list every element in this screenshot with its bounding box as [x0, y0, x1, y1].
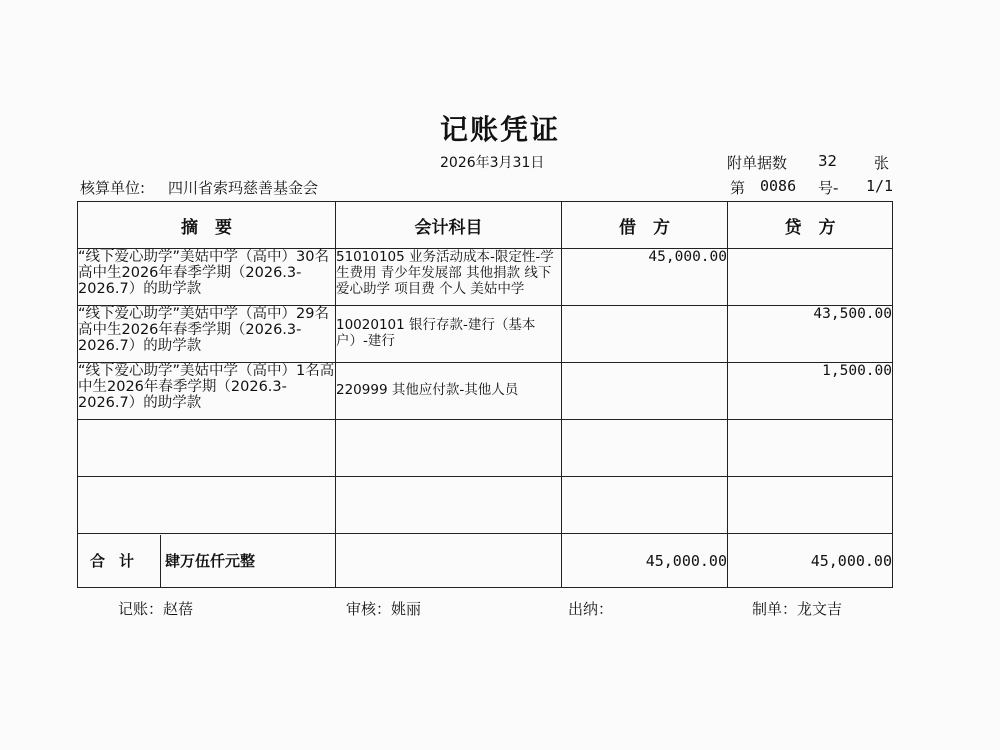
accounting-unit-value: 四川省索玛慈善基金会: [168, 179, 319, 197]
reviewer-signature: 审核：姚丽: [346, 600, 422, 618]
row-summary: [78, 420, 336, 477]
row-account: [336, 477, 562, 534]
row-credit: [728, 420, 893, 477]
table-header-row: [78, 202, 893, 249]
voucher-page-number: 1/1: [866, 177, 894, 195]
table-row: [78, 477, 893, 534]
voucher-no-value: 0086: [760, 177, 797, 195]
row-account: [336, 420, 562, 477]
row-credit: 1,500.00: [728, 363, 893, 420]
row-summary: [78, 477, 336, 534]
header-debit: 借 方: [562, 202, 728, 249]
row-debit: [562, 306, 728, 363]
table-row: [78, 249, 893, 306]
row-summary: “线下爱心助学”美姑中学（高中）1名高中生2026年春季学期（2026.3-2026.7）的助学款: [78, 363, 336, 420]
row-debit: [562, 363, 728, 420]
total-amount-in-words: 肆万伍仟元整: [165, 552, 256, 570]
accounting-unit-label: 核算单位:: [80, 179, 146, 197]
row-credit: [728, 249, 893, 306]
row-credit: 43,500.00: [728, 306, 893, 363]
header-account: 会计科目: [336, 202, 562, 249]
row-debit: [562, 477, 728, 534]
attachment-unit: 张: [874, 154, 890, 172]
voucher-title: 记账凭证: [439, 113, 560, 146]
cashier-signature: 出纳：: [568, 600, 614, 618]
header-credit: 贷 方: [728, 202, 893, 249]
total-account-blank: [336, 534, 562, 588]
table-row: [78, 420, 893, 477]
voucher-date: 2026年3月31日: [440, 155, 545, 171]
total-credit: 45,000.00: [728, 534, 893, 588]
row-debit: [562, 420, 728, 477]
row-debit: 45,000.00: [562, 249, 728, 306]
bookkeeper-signature: 记账：赵蓓: [118, 600, 194, 618]
table-row: [78, 306, 893, 363]
total-row: [78, 534, 893, 588]
attachment-label: 附单据数: [727, 154, 788, 172]
row-account: 220999 其他应付款-其他人员: [336, 363, 562, 420]
attachment-count: 32: [818, 152, 838, 170]
voucher-table: [77, 201, 893, 588]
total-cell: [78, 534, 336, 588]
voucher-no-suffix: 号-: [818, 179, 839, 197]
voucher-no-prefix: 第: [730, 179, 746, 197]
preparer-signature: 制单：龙文吉: [752, 600, 843, 618]
table-row: [78, 363, 893, 420]
row-credit: [728, 477, 893, 534]
row-summary: “线下爱心助学”美姑中学（高中）30名高中生2026年春季学期（2026.3-2026.7）的助学款: [78, 249, 336, 306]
row-account: 51010105 业务活动成本-限定性-学生费用 青少年发展部 其他捐款 线下爱心助学 项目费 个人 美姑中学: [336, 249, 562, 306]
row-account: 10020101 银行存款-建行（基本户）-建行: [336, 306, 562, 363]
row-summary: “线下爱心助学”美姑中学（高中）29名高中生2026年春季学期（2026.3-2026.7）的助学款: [78, 306, 336, 363]
total-debit: 45,000.00: [562, 534, 728, 588]
total-label: 合计: [78, 535, 161, 587]
header-summary: 摘 要: [78, 202, 336, 249]
